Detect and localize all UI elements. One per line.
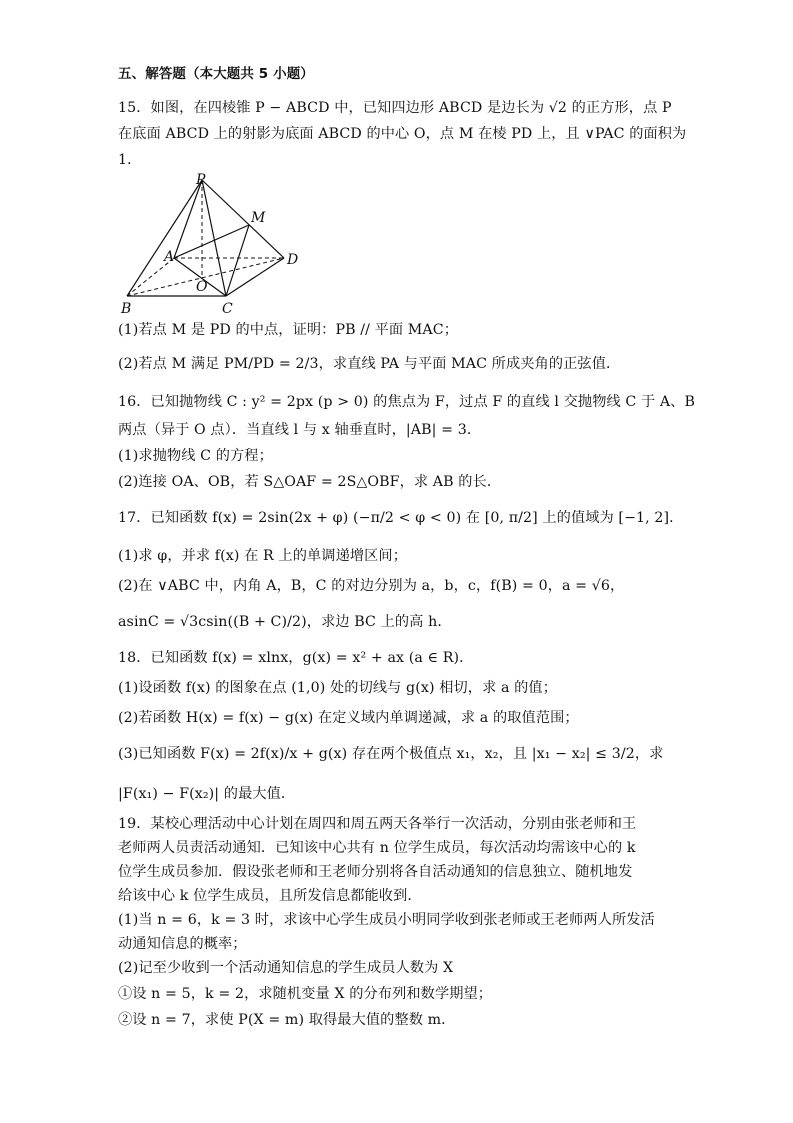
- problem-15-part-1: (1)若点 M 是 PD 的中点，证明：PB // 平面 MAC；: [118, 322, 459, 338]
- problem-19-part-2-ii: ②设 n = 7，求使 P(X = m) 取得最大值的整数 m．: [118, 1012, 456, 1028]
- problem-18-line-1: 18．已知函数 f(x) = xlnx，g(x) = x² + ax (a ∈ R)．: [118, 650, 474, 666]
- label-m: M: [251, 210, 266, 226]
- problem-19-part-1-cont: 动通知信息的概率；: [118, 936, 247, 952]
- label-o: O: [196, 279, 208, 295]
- problem-19-line-2: 老师两人员责活动通知．已知该中心共有 n 位学生成员，每次活动均需该中心的 k: [118, 840, 636, 856]
- pyramid-figure: [112, 170, 312, 320]
- problem-19-line-3: 位学生成员参加．假设张老师和王老师分别将各自活动通知的信息独立、随机地发: [118, 864, 633, 880]
- segment-am: [174, 225, 249, 258]
- problem-17-part-2-cont: asinC = √3csin((B + C)/2)，求边 BC 上的高 h．: [118, 614, 452, 630]
- problem-19-part-2-i: ①设 n = 5，k = 2，求随机变量 X 的分布列和数学期望；: [118, 986, 493, 1002]
- problem-17-part-2: (2)在 ∨ABC 中，内角 A，B，C 的对边分别为 a，b，c，f(B) = 0，a = √6，: [118, 578, 625, 594]
- problem-18-part-3: (3)已知函数 F(x) = 2f(x)/x + g(x) 存在两个极值点 x₁，x₂，且 |x₁ − x₂| ≤ 3/2，求: [118, 746, 664, 762]
- problem-19-part-1: (1)当 n = 6，k = 3 时，求该中心学生成员小明同学收到张老师或王老师两人所发活: [118, 912, 655, 928]
- problem-17-line-1: 17．已知函数 f(x) = 2sin(2x + φ) (−π/2 < φ < 0) 在 [0, π/2] 上的值域为 [−1, 2]．: [118, 510, 684, 526]
- problem-15-line-3: 1．: [118, 152, 142, 168]
- problem-16-line-1: 16．已知抛物线 C : y² = 2px (p > 0) 的焦点为 F，过点 F 的直线 l 交抛物线 C 于 A、B: [118, 394, 695, 410]
- label-a: A: [164, 249, 175, 265]
- problem-16-part-2: (2)连接 OA、OB，若 S△OAF = 2S△OBF，求 AB 的长．: [118, 474, 502, 490]
- problem-15-line-2: 在底面 ABCD 上的射影为底面 ABCD 的中心 O，点 M 在棱 PD 上，且 ∨PAC 的面积为: [118, 126, 687, 142]
- problem-15-line-1: 15．如图，在四棱锥 P − ABCD 中，已知四边形 ABCD 是边长为 √2 的正方形，点 P: [118, 100, 672, 116]
- problem-18-part-1: (1)设函数 f(x) 的图象在点 (1,0) 处的切线与 g(x) 相切，求 a 的值；: [118, 680, 557, 696]
- problem-19-line-4: 给该中心 k 位学生成员，且所发信息都能收到．: [118, 888, 422, 904]
- label-d: D: [287, 252, 299, 268]
- problem-15-part-2: (2)若点 M 满足 PM/PD = 2/3，求直线 PA 与平面 MAC 所成夹角的正弦值．: [118, 356, 621, 372]
- problem-19-part-2: (2)记至少收到一个活动通知信息的学生成员人数为 X: [118, 960, 454, 976]
- problem-16-line-2: 两点（异于 O 点）．当直线 l 与 x 轴垂直时，|AB| = 3．: [118, 422, 482, 438]
- problem-17-part-1: (1)求 φ，并求 f(x) 在 R 上的单调递增区间；: [118, 548, 408, 564]
- edge-pb: [127, 180, 202, 296]
- label-p: P: [196, 172, 206, 188]
- label-b: B: [121, 301, 132, 317]
- problem-16-part-1: (1)求抛物线 C 的方程；: [118, 448, 273, 464]
- problem-18-part-3-cont: |F(x₁) − F(x₂)| 的最大值．: [118, 786, 296, 802]
- problem-19-line-1: 19．某校心理活动中心计划在周四和周五两天各举行一次活动，分别由张老师和王: [118, 816, 637, 832]
- section-heading: 五、解答题（本大题共 5 小题）: [118, 66, 314, 82]
- pyramid-diagram: [112, 170, 312, 320]
- edge-cd: [226, 258, 284, 296]
- label-c: C: [222, 301, 233, 317]
- segment-mc: [226, 225, 249, 296]
- edge-pa: [174, 180, 202, 258]
- edge-pd: [202, 180, 284, 258]
- problem-18-part-2: (2)若函数 H(x) = f(x) − g(x) 在定义域内单调递减，求 a 的取值范围；: [118, 710, 579, 726]
